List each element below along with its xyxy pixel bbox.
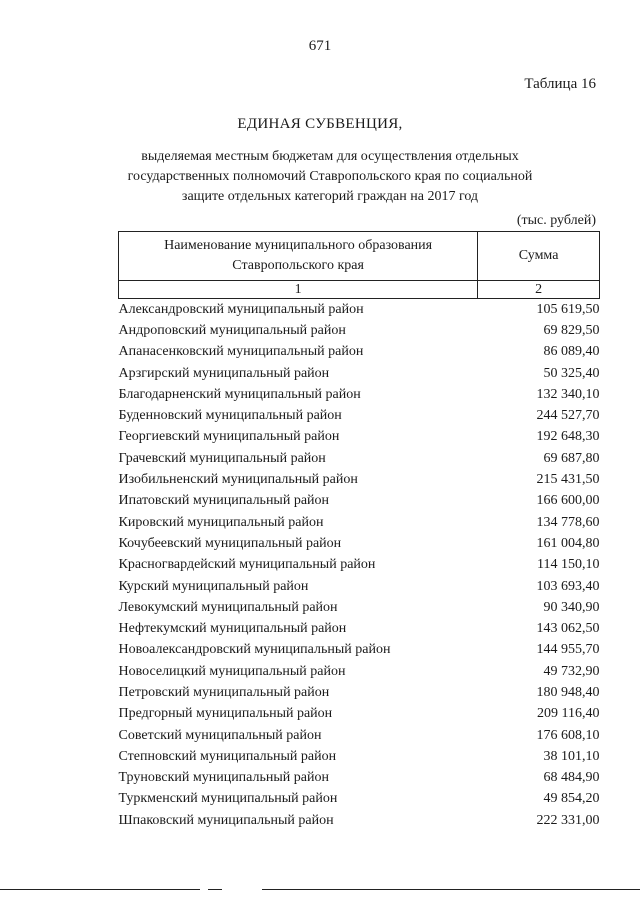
column-number-row <box>119 281 600 299</box>
table-row <box>119 491 600 512</box>
table-row <box>119 810 600 831</box>
district-name: Шпаковский муниципальный район <box>118 812 334 828</box>
header-row <box>119 232 600 281</box>
district-name: Андроповский муниципальный район <box>118 322 346 338</box>
table-row <box>119 469 600 490</box>
table-row <box>119 768 600 789</box>
column-number-2: 2 <box>478 281 600 299</box>
footer-rule-left <box>0 889 200 890</box>
table-row <box>119 299 600 321</box>
table-row <box>119 363 600 384</box>
subvention-amount: 166 600,00 <box>536 493 600 509</box>
document-title: ЕДИНАЯ СУБВЕНЦИЯ, <box>237 116 403 132</box>
subvention-amount: 244 527,70 <box>536 408 600 424</box>
subvention-amount: 69 687,80 <box>543 450 600 466</box>
district-name: Апанасенковский муниципальный район <box>118 344 364 360</box>
table-row <box>119 661 600 682</box>
table-body <box>119 299 600 832</box>
district-name: Грачевский муниципальный район <box>118 450 326 466</box>
table-row <box>119 448 600 469</box>
subvention-amount: 49 732,90 <box>543 663 600 679</box>
district-name: Петровский муниципальный район <box>118 684 330 700</box>
district-name: Туркменский муниципальный район <box>118 791 338 807</box>
district-name: Новоалександровский муниципальный район <box>118 642 391 658</box>
subvention-amount: 103 693,40 <box>536 578 600 594</box>
district-name: Советский муниципальный район <box>118 727 322 743</box>
table-row <box>119 682 600 703</box>
subvention-amount: 222 331,00 <box>536 812 600 828</box>
units-note: (тыс. рублей) <box>516 213 596 228</box>
document-subtitle: выделяемая местным бюджетам для осуществления отдельных государственных полномочий Ставропольского края по социальной защите отдельных категорий граждан на 2017 год <box>127 149 533 204</box>
table-row <box>119 384 600 405</box>
subvention-amount: 49 854,20 <box>543 791 600 807</box>
subvention-amount: 192 648,30 <box>536 429 600 445</box>
district-name: Красногвардейский муниципальный район <box>118 557 376 573</box>
district-name: Предгорный муниципальный район <box>118 706 333 722</box>
table-row <box>119 555 600 576</box>
subvention-amount: 38 101,10 <box>543 748 600 764</box>
table-row <box>119 405 600 426</box>
subvention-amount: 215 431,50 <box>536 472 600 488</box>
subvention-amount: 209 116,40 <box>537 706 600 722</box>
table-row <box>119 746 600 767</box>
footer-rule-dash <box>208 889 222 890</box>
district-name: Георгиевский муниципальный район <box>118 429 340 445</box>
district-name: Труновский муниципальный район <box>118 770 329 786</box>
page-number: 671 <box>308 38 332 54</box>
table-row <box>119 704 600 725</box>
table-row <box>119 640 600 661</box>
subvention-amount: 68 484,90 <box>543 770 600 786</box>
subvention-amount: 180 948,40 <box>536 684 600 700</box>
subvention-amount: 86 089,40 <box>543 344 600 360</box>
subvention-table <box>118 231 600 831</box>
subvention-amount: 69 829,50 <box>543 322 600 338</box>
district-name: Степновский муниципальный район <box>118 748 337 764</box>
subvention-amount: 50 325,40 <box>543 365 600 381</box>
table-row <box>119 427 600 448</box>
subvention-amount: 161 004,80 <box>536 535 600 551</box>
district-name: Кировский муниципальный район <box>118 514 324 530</box>
district-name: Курский муниципальный район <box>118 578 309 594</box>
district-name: Буденновский муниципальный район <box>118 408 342 424</box>
table-row <box>119 597 600 618</box>
subvention-amount: 134 778,60 <box>536 514 600 530</box>
district-name: Изобильненский муниципальный район <box>118 472 358 488</box>
subvention-amount: 143 062,50 <box>536 621 600 637</box>
column-number-1: 1 <box>119 281 478 299</box>
district-name: Ипатовский муниципальный район <box>118 493 330 509</box>
district-name: Александровский муниципальный район <box>118 301 364 317</box>
district-name: Левокумский муниципальный район <box>118 599 338 615</box>
table-row <box>119 725 600 746</box>
district-name: Кочубеевский муниципальный район <box>118 535 342 551</box>
header-sum: Сумма <box>478 232 600 281</box>
district-name: Благодарненский муниципальный район <box>118 386 361 402</box>
table-row <box>119 618 600 639</box>
subvention-amount: 90 340,90 <box>543 599 600 615</box>
table-row <box>119 512 600 533</box>
subvention-amount: 105 619,50 <box>536 301 600 317</box>
header-name: Наименование муниципального образования Ставропольского края <box>119 232 478 281</box>
subvention-amount: 144 955,70 <box>536 642 600 658</box>
district-name: Арзгирский муниципальный район <box>118 365 330 381</box>
table-row <box>119 789 600 810</box>
footer-rule-right <box>262 889 640 890</box>
table-row <box>119 342 600 363</box>
subvention-amount: 176 608,10 <box>536 727 600 743</box>
table-row <box>119 320 600 341</box>
table-row <box>119 533 600 554</box>
subvention-amount: 132 340,10 <box>536 386 600 402</box>
district-name: Новоселицкий муниципальный район <box>118 663 346 679</box>
subvention-amount: 114 150,10 <box>537 557 600 573</box>
district-name: Нефтекумский муниципальный район <box>118 621 347 637</box>
table-label: Таблица 16 <box>524 76 596 92</box>
table-row <box>119 576 600 597</box>
